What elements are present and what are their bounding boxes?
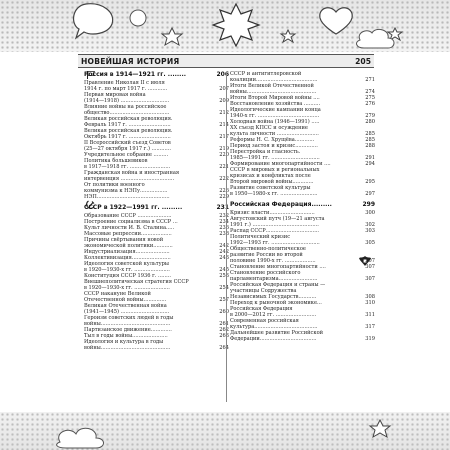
bottom-decorative-band bbox=[0, 412, 450, 450]
burst-icon bbox=[213, 4, 259, 46]
toc-entry[interactable]: Перестройка и гласность. bbox=[230, 149, 301, 155]
toc-entry[interactable]: Февраль 1917 г. .......................... 214 bbox=[84, 122, 229, 128]
toc-entry[interactable]: в 2000—2012 гг. ......................... 311 bbox=[230, 312, 375, 318]
toc-entry[interactable]: (1941—1945) .............................. 260 bbox=[84, 309, 229, 315]
top-decorative-band bbox=[0, 0, 450, 52]
toc-entry[interactable]: общество..................................... 212 bbox=[84, 110, 229, 116]
toc-entry[interactable]: НЭП............................................. 229 bbox=[84, 194, 229, 200]
star-icon bbox=[162, 28, 182, 45]
toc-entry[interactable]: Внешнеполитическая стратегия СССР bbox=[84, 279, 189, 285]
toc-entry[interactable]: Культ личности И. В. Сталина..... 236 bbox=[84, 225, 229, 231]
toc-entry[interactable]: культура....................................... 317 bbox=[230, 324, 375, 330]
toc-entry[interactable]: Идеологические кампании конца bbox=[230, 107, 321, 113]
toc-entry[interactable]: экономической политики............ 242 bbox=[84, 243, 229, 249]
toc-entry[interactable]: парламентаризма........................ 307 bbox=[230, 276, 375, 282]
toc-entry[interactable]: Влияние войны на российское bbox=[84, 104, 167, 110]
toc-entry[interactable]: войны........................................... 264 bbox=[84, 345, 229, 351]
toc-entry[interactable]: Второй мировой войны............. 295 bbox=[230, 179, 375, 185]
toc-entry[interactable]: Отечественной войны.............. 257 bbox=[84, 297, 229, 303]
toc-entry[interactable]: Гражданская война и иностранная bbox=[84, 170, 180, 176]
toc-entry[interactable]: Период застоя и кризис.............. 288 bbox=[230, 143, 375, 149]
toc-entry[interactable]: От политики военного bbox=[84, 182, 145, 188]
header-title: НОВЕЙШАЯ ИСТОРИЯ bbox=[81, 56, 180, 66]
toc-entry[interactable]: Политический кризис bbox=[230, 234, 291, 240]
toc-entry[interactable]: II Всероссийский съезд Советов bbox=[84, 140, 171, 146]
toc-entry[interactable]: Переход к рыночной экономике... 310 bbox=[230, 300, 375, 306]
toc-entry[interactable]: Партизанское движение............. 262 bbox=[84, 327, 229, 333]
toc-entry[interactable]: коалиции...................................... 271 bbox=[230, 77, 375, 83]
toc-entry[interactable]: Общественно-политическое bbox=[230, 246, 306, 252]
toc-entry[interactable]: 1991 г.) ......................................... 302 bbox=[230, 222, 375, 228]
toc-entry[interactable]: Идеология советской культуры bbox=[84, 261, 169, 267]
circle-doodle bbox=[130, 10, 146, 26]
toc-entry[interactable]: Формирование многопартийности .... 294 bbox=[230, 161, 375, 167]
speech-bubble-icon bbox=[74, 4, 113, 38]
toc-entry[interactable]: Политика большевиков bbox=[84, 158, 148, 164]
toc-entry[interactable]: Кризис власти............................ 300 bbox=[230, 210, 375, 216]
toc-right-column bbox=[230, 71, 375, 342]
toc-section-ussr-1922-1991[interactable]: СССР в 1922—1991 гг. ......... 231 bbox=[84, 204, 229, 211]
toc-section-russia-1914-1921[interactable]: Россия в 1914—1921 гг. ........ 206 bbox=[84, 71, 229, 78]
toc-entry[interactable]: Индустриализация..................... 242 bbox=[84, 249, 229, 255]
toc-entry[interactable]: Итоги Второй Мировой войны .... 275 bbox=[230, 95, 375, 101]
toc-entry[interactable]: Героизм советских людей в годы bbox=[84, 315, 174, 321]
toc-entry[interactable]: (25—27 октября 1917 г.) ............ 219 bbox=[84, 146, 229, 152]
toc-entry[interactable]: Реформы Н. С. Хрущёва............ 285 bbox=[230, 137, 375, 143]
toc-entry[interactable]: Коллективизация........................ 243 bbox=[84, 255, 229, 261]
star-icon bbox=[281, 30, 295, 42]
toc-entry[interactable]: войны........................................... 261 bbox=[84, 321, 229, 327]
star-icon bbox=[370, 420, 390, 437]
toc-entry[interactable]: Распад СССР................................. 303 bbox=[230, 228, 375, 234]
toc-entry[interactable]: Российская Федерация и страны — bbox=[230, 282, 326, 288]
toc-entry[interactable]: Восстановление хозяйства .......... 276 bbox=[230, 101, 375, 107]
toc-entry[interactable]: Конституция СССР 1936 г. ........ 253 bbox=[84, 273, 229, 279]
toc-entry[interactable]: Октябрь 1917 г. .......................... 217 bbox=[84, 134, 229, 140]
toc-entry[interactable]: Становление многопартийности .... 307 bbox=[230, 264, 375, 270]
toc-entry[interactable]: Дальнейшее развитие Российской bbox=[230, 330, 324, 336]
toc-entry[interactable]: в 1917—1918 гг. ......................... 221 bbox=[84, 164, 229, 170]
toc-left-column bbox=[84, 71, 229, 351]
toc-entry[interactable]: Причины свёртывания новой bbox=[84, 237, 164, 243]
toc-entry[interactable]: Независимых Государств........... 308 bbox=[230, 294, 375, 300]
toc-entry[interactable]: развитие России во второй bbox=[230, 252, 303, 258]
toc-entry[interactable]: 1940-х гг. ...................................... 279 bbox=[230, 113, 375, 119]
toc-entry[interactable]: СССР в мировых и региональных bbox=[230, 167, 320, 173]
header-page-number: 205 bbox=[355, 56, 371, 66]
toc-section-russian-federation[interactable]: Российская Федерация......... 299 bbox=[230, 201, 375, 208]
toc-entry[interactable]: Августовский путч (19—21 августа bbox=[230, 216, 325, 222]
toc-entry[interactable]: Великая российская революция. bbox=[84, 128, 173, 134]
toc-entry[interactable]: Становление российского bbox=[230, 270, 301, 276]
toc-entry[interactable]: 1914 г. по март 1917 г. ............ 207 bbox=[84, 86, 229, 92]
toc-entry[interactable]: Идеология и культура в годы bbox=[84, 339, 164, 345]
toc-entry[interactable]: 1985—1991 гг. .............................. 291 bbox=[230, 155, 375, 161]
toc-entry[interactable]: XX съезд КПСС и осуждение bbox=[230, 125, 308, 131]
toc-entry[interactable]: Современная российская bbox=[230, 318, 299, 324]
toc-entry[interactable]: интервенция ................................. 222 bbox=[84, 176, 229, 182]
toc-entry[interactable]: Великая Отечественная война bbox=[84, 303, 167, 309]
toc-entry[interactable]: Образование СССР ..................... 232 bbox=[84, 213, 229, 219]
toc-entry[interactable]: участницы Содружества bbox=[230, 288, 297, 294]
toc-entry[interactable]: Правление Николая II с июля bbox=[84, 80, 165, 86]
toc-entry[interactable]: кризисах и конфликтах после bbox=[230, 173, 311, 179]
toc-entry[interactable]: Российская Федерация bbox=[230, 306, 293, 312]
toc-entry[interactable]: в 1950—1980-х гг. ....................... 297 bbox=[230, 191, 375, 197]
toc-entry[interactable]: Построение социализма в СССР ... 234 bbox=[84, 219, 229, 225]
toc-entry[interactable]: 1992—1993 гг. .............................. 305 bbox=[230, 240, 375, 246]
heart-icon bbox=[320, 8, 352, 34]
column-divider bbox=[226, 72, 227, 402]
toc-entry[interactable]: Великая российская революция. bbox=[84, 116, 173, 122]
toc-entry[interactable]: Тыл в годы войны...................... 263 bbox=[84, 333, 229, 339]
toc-entry[interactable]: в 1920—1930-х гг. ...................... 245 bbox=[84, 267, 229, 273]
toc-entry[interactable]: половине 1990-х гг. ................... 307 bbox=[230, 258, 375, 264]
toc-entry[interactable]: коммунизма к НЭПу................. 226 bbox=[84, 188, 229, 194]
toc-entry[interactable]: СССР и антигитлеровской bbox=[230, 71, 302, 77]
toc-entry[interactable]: Развитие советской культуры bbox=[230, 185, 311, 191]
toc-entry[interactable]: Первая мировая война bbox=[84, 92, 146, 98]
cloud-icon bbox=[57, 428, 104, 448]
toc-entry[interactable]: культа личности .......................... 285 bbox=[230, 131, 375, 137]
toc-entry[interactable]: СССР накануне Великой bbox=[84, 291, 151, 297]
toc-entry[interactable]: Массовые репрессии................... 238 bbox=[84, 231, 229, 237]
toc-entry[interactable]: Федерации................................... 319 bbox=[230, 336, 375, 342]
toc-entry[interactable]: Учредительное собрание ......... 220 bbox=[84, 152, 229, 158]
section-header bbox=[78, 54, 374, 68]
comic-doodles bbox=[0, 0, 450, 52]
toc-entry[interactable]: Итоги Великой Отечественной bbox=[230, 83, 314, 89]
toc-entry[interactable]: Холодная война (1946—1991) ..... 280 bbox=[230, 119, 375, 125]
comic-doodles-bottom bbox=[0, 412, 450, 450]
toc-entry[interactable]: (1914—1918) .............................. 209 bbox=[84, 98, 229, 104]
toc-entry[interactable]: в 1920—1930-х гг. ...................... 254 bbox=[84, 285, 229, 291]
toc-entry[interactable]: войны........................................... 274 bbox=[230, 89, 375, 95]
